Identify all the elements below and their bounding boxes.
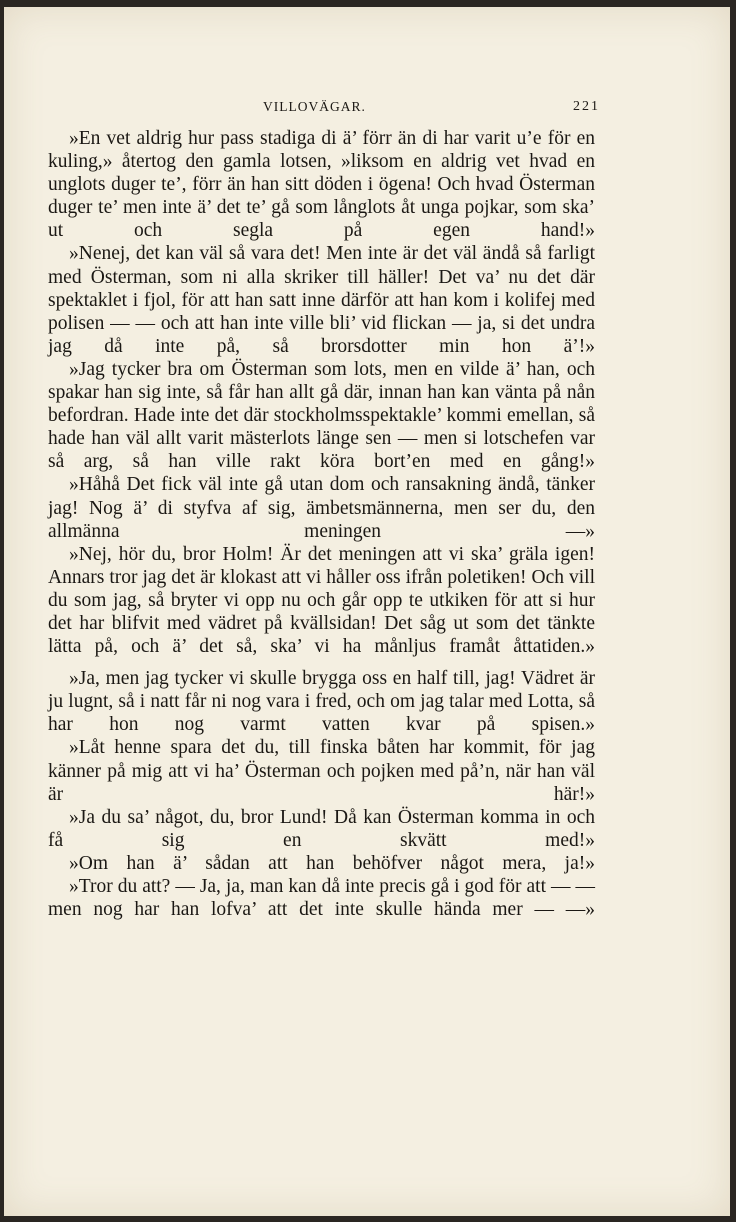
paragraph: »En vet aldrig hur pass stadiga di ä’ förr än di har varit u’e för en kuling,» återtog den gamla lotsen, »liksom en aldrig vet hvad en unglots duger te’, förr än han sitt döden i ögena! Och hvad Österman duger te’ men inte ä’ det te’ gå som långlots åt unga pojkar, som ska’ ut och segla på egen hand!» (48, 128, 595, 242)
running-header (48, 99, 600, 121)
book-page (4, 7, 730, 1216)
page-number: 221 (573, 99, 600, 114)
running-title: VILLOVÄGAR. (263, 99, 366, 114)
body-text (48, 127, 595, 921)
paragraph: »Jag tycker bra om Österman som lots, men en vilde ä’ han, och spakar han sig inte, så får han allt gå där, innan han kan vänta på nån befordran. Hade inte det där stockholmsspektakle’ kommi emellan, så hade han väl allt varit mästerlots länge sen — men si lotschefen var så arg, så han ville rakt köra bort’en med en gång!» (48, 358, 595, 473)
paragraph: »Tror du att? — Ja, ja, man kan då inte precis gå i god för att — — men nog har han lofva’ att det inte skulle hända mer — —» (48, 876, 595, 921)
paragraph: »Nej, hör du, bror Holm! Är det meningen att vi ska’ gräla igen! Annars tror jag det är klokast att vi håller oss ifrån poletiken! Och vill du som jag, så bryter vi opp nu och går opp te utkiken för att si hur det har blifvit med vädret på kvällsidan! Det såg ut som det tänkte lätta på, och ä’ det så, ska’ vi ha månljus framåt åttatiden.» (48, 543, 595, 658)
paragraph: »Låt henne spara det du, till finska båten har kommit, för jag känner på mig att vi ha’ Österman och pojken med på’n, när han väl är här!» (48, 737, 595, 805)
paragraph: »Ja, men jag tycker vi skulle brygga oss en half till, jag! Vädret är ju lugnt, så i natt får ni nog vara i fred, och om jag talar med Lotta, så har hon nog varmt vatten kvar på spisen.» (48, 668, 595, 736)
paragraph: »Nenej, det kan väl så vara det! Men inte är det väl ändå så farligt med Österman, som ni alla skriker till häller! Det va’ nu det där spektaklet i fjol, för att han satt inne därför att han kom i kolifej med polisen — — och att han inte ville bli’ vid flickan — ja, si det undra jag då inte på, så brorsdotter min hon ä’!» (48, 243, 595, 357)
paragraph: »Ja du sa’ något, du, bror Lund! Då kan Österman komma in och få sig en skvätt med!» (48, 806, 595, 851)
paragraph: »Om han ä’ sådan att han behöfver något mera, ja!» (69, 852, 595, 874)
paragraph: »Håhå Det fick väl inte gå utan dom och ransakning ändå, tänker jag! Nog ä’ di styfva af sig, ämbetsmännerna, men ser du, den allmänna meningen —» (48, 474, 595, 542)
